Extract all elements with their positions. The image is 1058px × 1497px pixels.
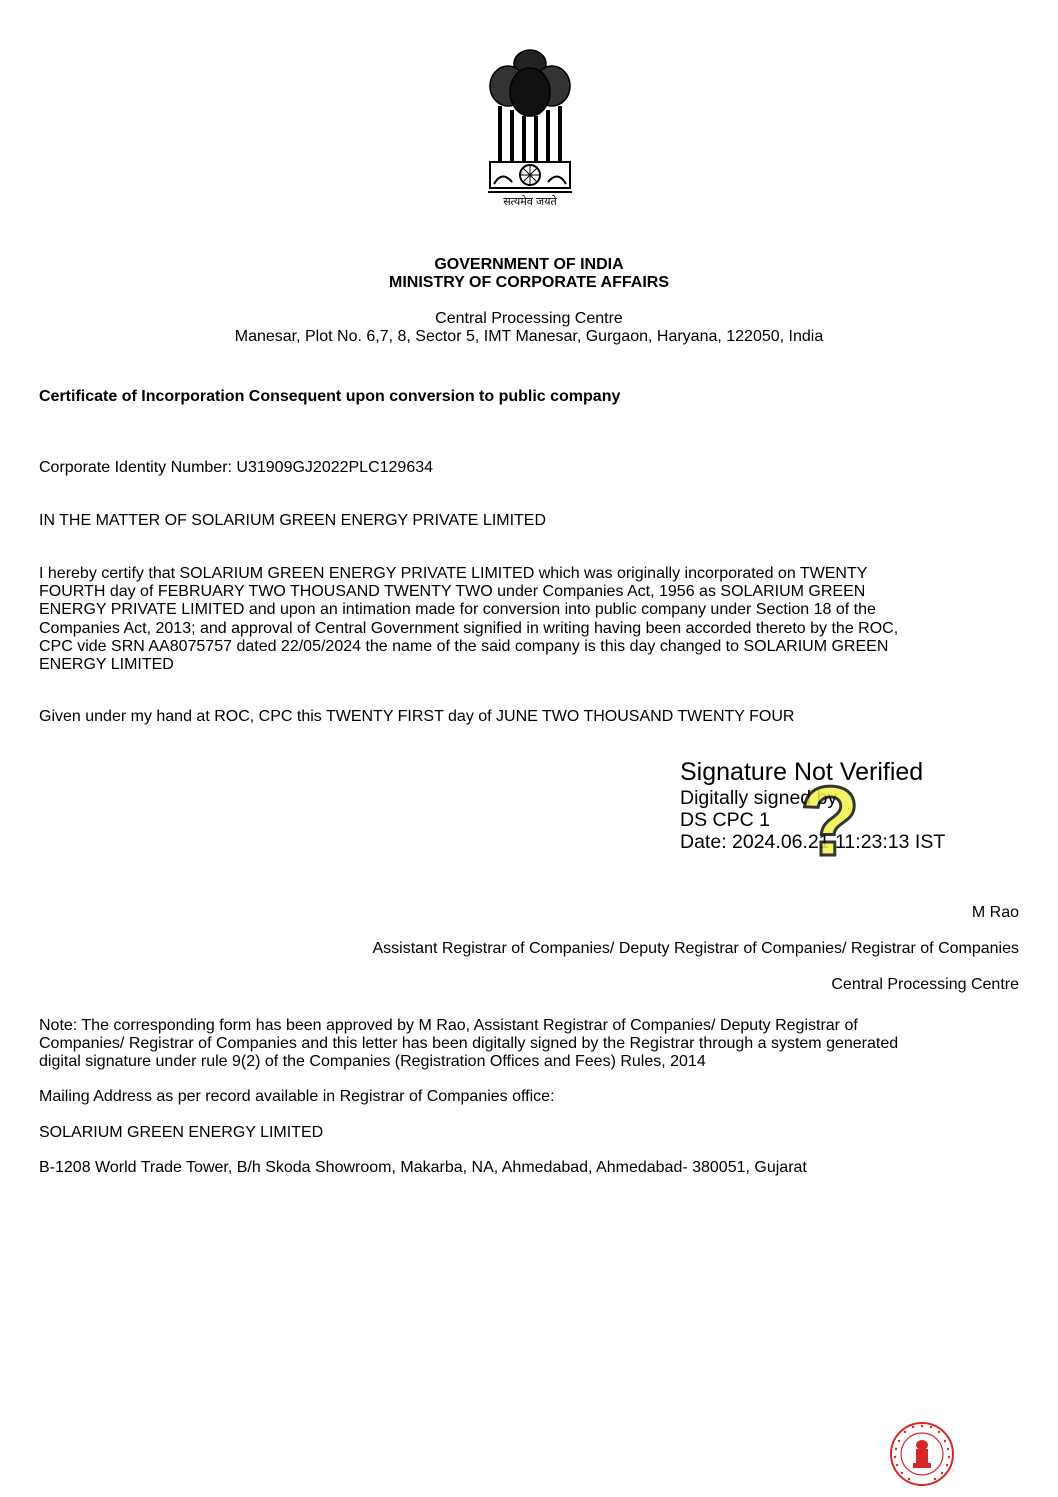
certificate-body <box>39 565 1014 674</box>
note-line: Note: The corresponding form has been approved by M Rao, Assistant Registrar of Companies/ Deputy Registrar of <box>39 1017 858 1034</box>
note-paragraph <box>39 1017 1014 1072</box>
note-line: Companies/ Registrar of Companies and this letter has been digitally signed by the Registrar through a system generated <box>39 1035 899 1053</box>
registrar-office: Central Processing Centre <box>831 976 1019 993</box>
national-emblem-icon <box>478 36 582 216</box>
header-office: Central Processing Centre <box>435 310 623 327</box>
signed-by-label: Digitally signed by <box>680 787 838 809</box>
matter-line: IN THE MATTER OF SOLARIUM GREEN ENERGY PRIVATE LIMITED <box>39 512 547 529</box>
note-line: digital signature under rule 9(2) of the Companies (Registration Offices and Fees) Rules, 2014 <box>39 1053 706 1071</box>
header-address: Manesar, Plot No. 6,7, 8, Sector 5, IMT Manesar, Gurgaon, Haryana, 122050, India <box>234 328 824 345</box>
signer-name: DS CPC 1 <box>680 809 770 831</box>
registrar-seal-icon <box>889 1421 955 1487</box>
header-government: GOVERNMENT OF INDIA <box>434 256 624 273</box>
body-line: FOURTH day of FEBRUARY TWO THOUSAND TWENTY TWO under Companies Act, 1956 as SOLARIUM GREEN <box>39 583 866 601</box>
mailing-company: SOLARIUM GREEN ENERGY LIMITED <box>39 1124 324 1141</box>
mailing-address: B-1208 World Trade Tower, B/h Skoda Showroom, Makarba, NA, Ahmedabad, Ahmedabad- 380051, Gujarat <box>39 1159 807 1176</box>
signature-date: Date: 2024.06.21 11:23:13 IST <box>680 831 946 853</box>
body-line: I hereby certify that SOLARIUM GREEN ENERGY PRIVATE LIMITED which was originally incorporated on TWENTY <box>39 565 868 582</box>
certificate-title: Certificate of Incorporation Consequent upon conversion to public company <box>39 388 621 405</box>
mailing-label: Mailing Address as per record available in Registrar of Companies office: <box>39 1088 555 1105</box>
signature-status: Signature Not Verified <box>680 758 924 786</box>
signature-unverified-icon: ? <box>800 766 860 876</box>
body-line: CPC vide SRN AA8075757 dated 22/05/2024 the name of the said company is this day changed to SOLARIUM GREEN <box>39 637 889 655</box>
cin-line: Corporate Identity Number: U31909GJ2022PLC129634 <box>39 459 434 476</box>
registrar-name: M Rao <box>971 904 1019 921</box>
body-line: ENERGY PRIVATE LIMITED and upon an intimation made for conversion into public company under Section 18 of the <box>39 601 876 619</box>
body-line: ENERGY LIMITED <box>39 656 174 674</box>
header-ministry: MINISTRY OF CORPORATE AFFAIRS <box>388 274 669 291</box>
body-line: Companies Act, 2013; and approval of Central Government signified in writing having been accorded thereto by the ROC, <box>39 619 899 637</box>
emblem-motto: सत्यमेव जयते <box>503 196 557 208</box>
given-line: Given under my hand at ROC, CPC this TWENTY FIRST day of JUNE TWO THOUSAND TWENTY FOUR <box>39 708 795 725</box>
registrar-designation: Assistant Registrar of Companies/ Deputy Registrar of Companies/ Registrar of Companies <box>372 940 1019 957</box>
